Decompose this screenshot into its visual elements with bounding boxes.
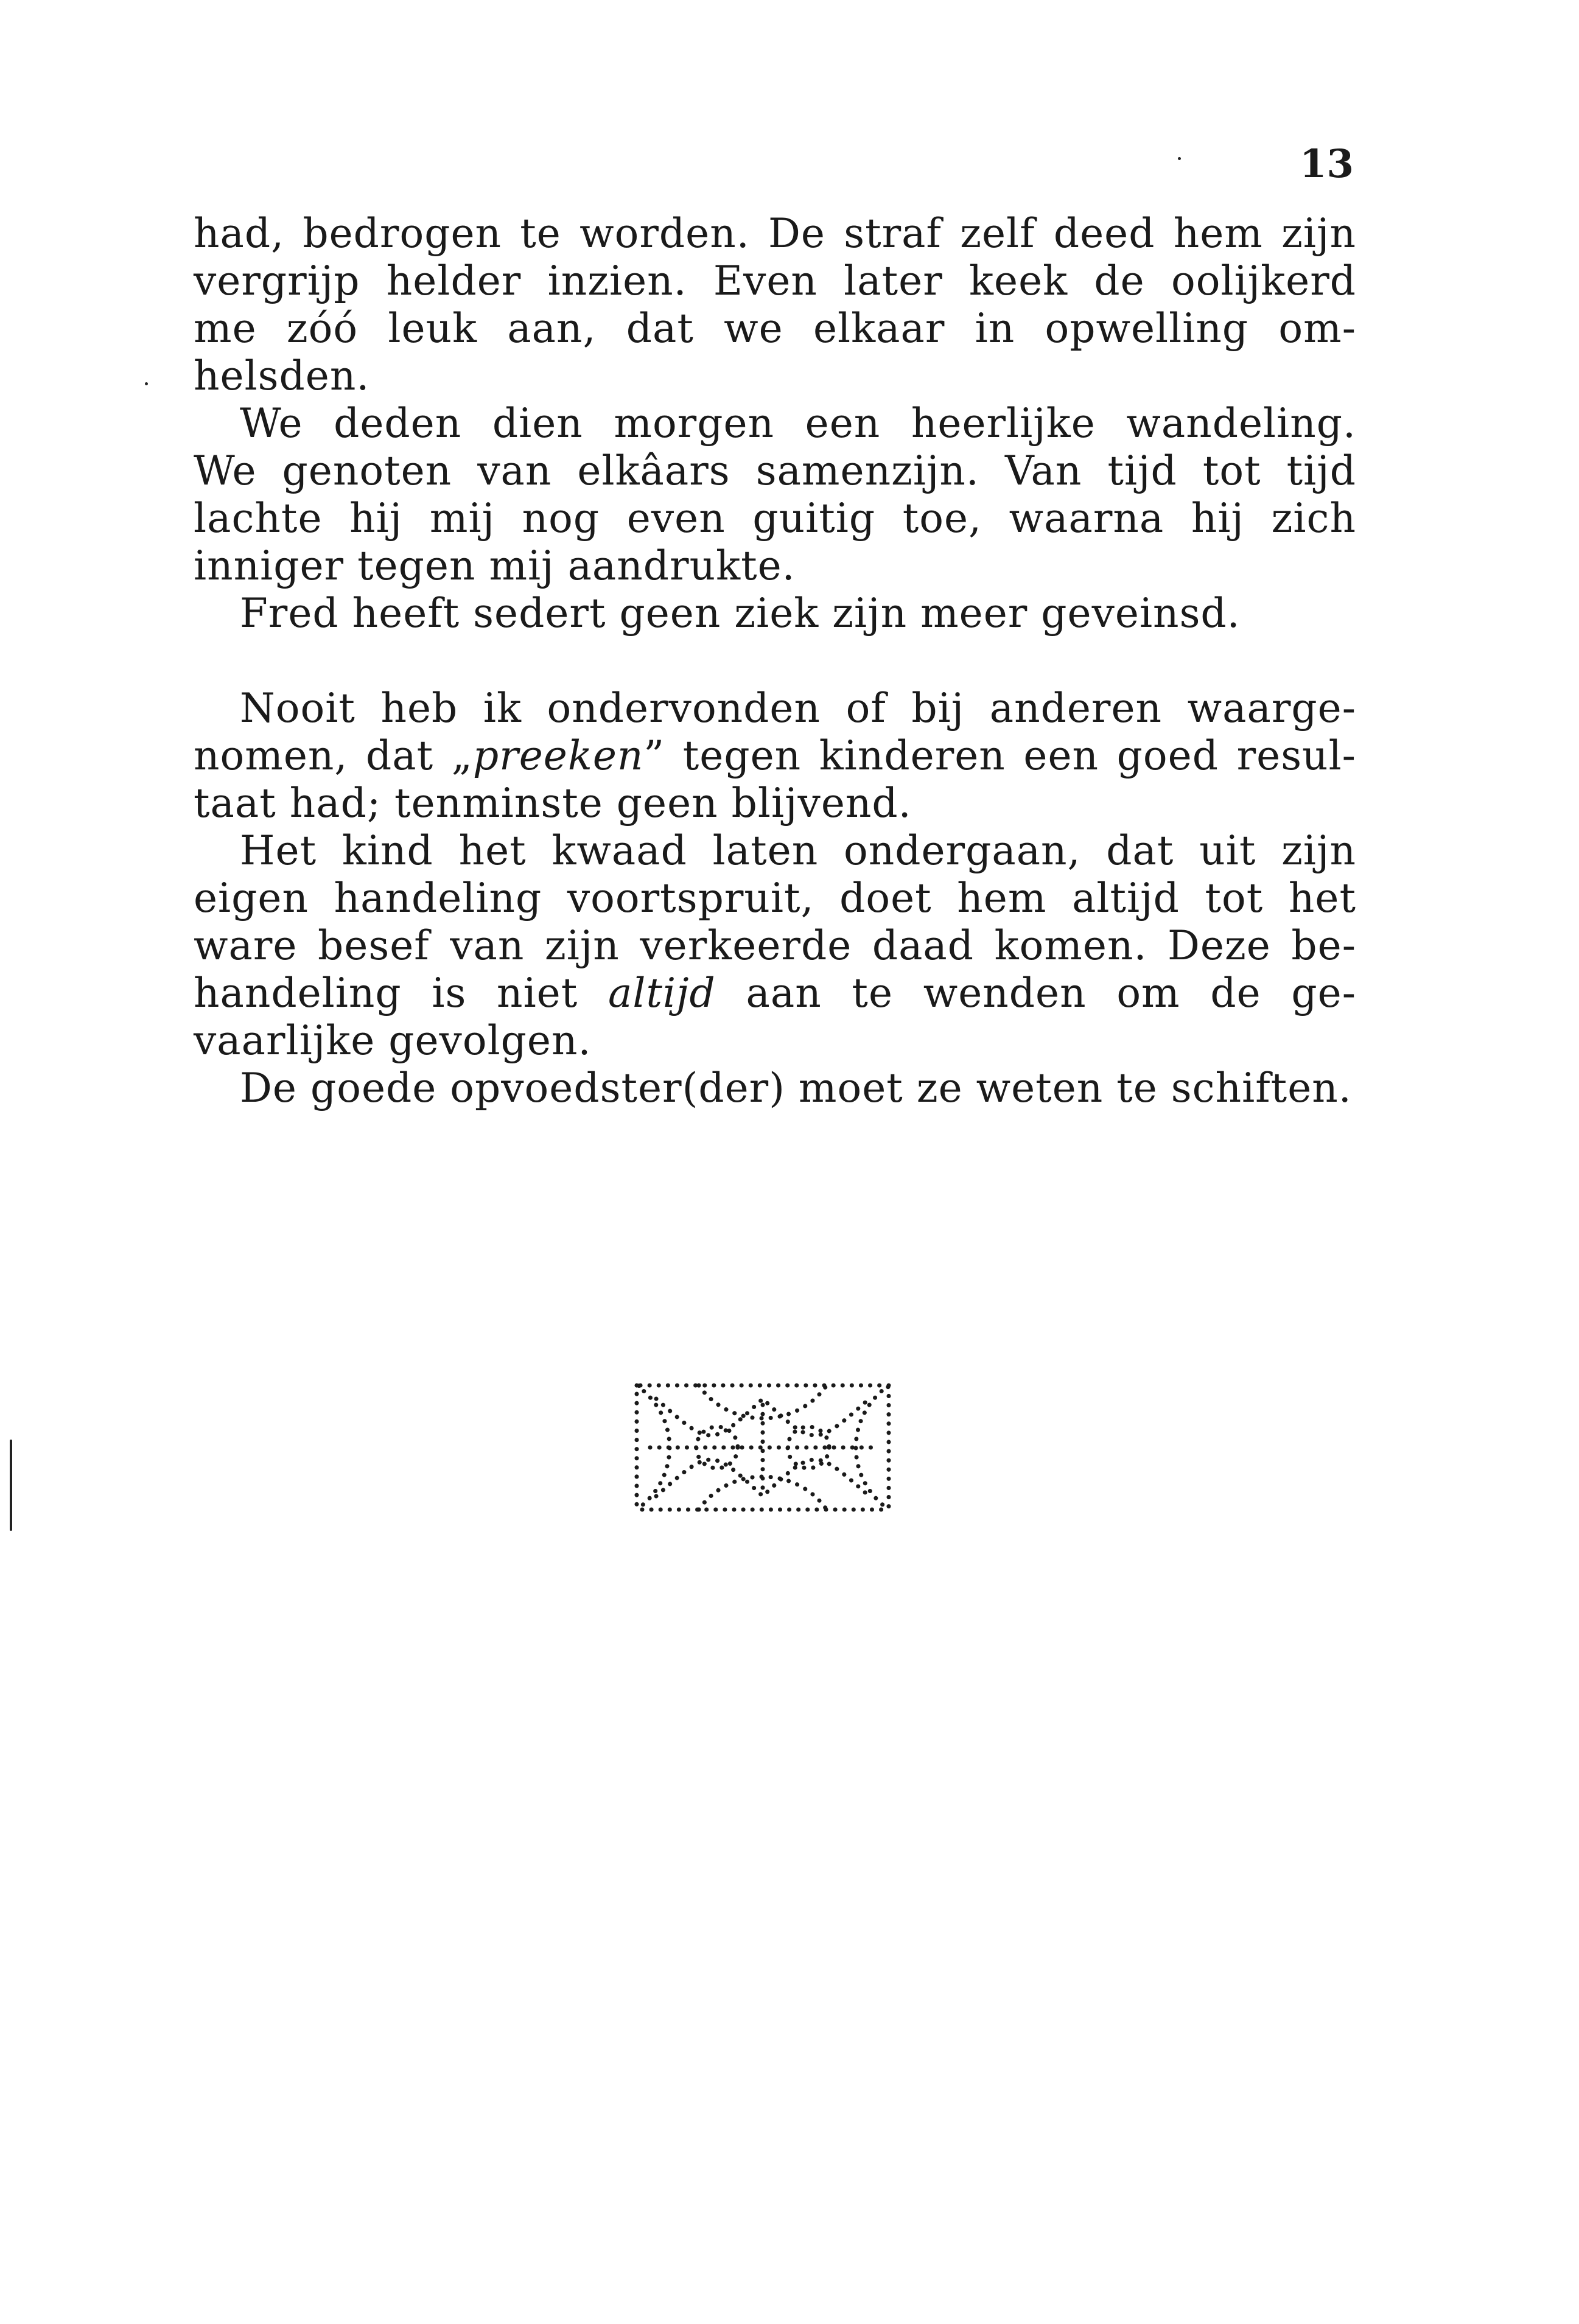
text-fragment: handeling is niet bbox=[194, 970, 608, 1017]
text-line: We deden dien morgen een heerlijke wandeling. bbox=[240, 400, 1356, 447]
text-line: helsden. bbox=[194, 352, 370, 399]
text-line bbox=[194, 970, 1356, 1017]
text-line: We genoten van elkâars samenzijn. Van tijd tot tijd bbox=[194, 447, 1356, 494]
text-line: me zóó leuk aan, dat we elkaar in opwelling om- bbox=[194, 305, 1356, 352]
text-fragment: ” tegen kinderen een goed resul- bbox=[643, 732, 1356, 779]
text-line bbox=[194, 732, 1356, 780]
paragraph bbox=[194, 590, 1356, 637]
text-line: Het kind het kwaad laten ondergaan, dat uit zijn bbox=[240, 827, 1356, 874]
text-block-lower bbox=[194, 685, 1356, 1112]
page-number: 13 bbox=[1299, 141, 1354, 187]
scan-mark bbox=[10, 1440, 12, 1531]
text-line: vaarlijke gevolgen. bbox=[194, 1017, 592, 1064]
text-line: taat had; tenminste geen blijvend. bbox=[194, 780, 912, 827]
paragraph bbox=[194, 210, 1356, 400]
emphasized-word: preeken bbox=[472, 732, 644, 779]
scan-speck bbox=[145, 382, 148, 385]
text-line: Fred heeft sedert geen ziek zijn meer geveinsd. bbox=[240, 590, 1241, 637]
text-line: inniger tegen mij aandrukte. bbox=[194, 542, 796, 589]
emphasized-word: altijd bbox=[607, 970, 716, 1017]
text-line: vergrijp helder inzien. Even later keek de oolijkerd bbox=[194, 257, 1356, 304]
text-fragment: aan te wenden om de ge- bbox=[715, 970, 1356, 1017]
paragraph bbox=[194, 827, 1356, 1065]
text-line: De goede opvoedster(der) moet ze weten te schiften. bbox=[240, 1065, 1352, 1111]
dotted-knot-ornament-icon bbox=[632, 1381, 894, 1514]
paragraph bbox=[194, 400, 1356, 590]
paragraph bbox=[194, 1065, 1356, 1112]
text-line: lachte hij mij nog even guitig toe, waarna hij zich bbox=[194, 495, 1356, 542]
text-block-upper bbox=[194, 210, 1356, 637]
paragraph bbox=[194, 685, 1356, 827]
text-line: eigen handeling voortspruit, doet hem altijd tot het bbox=[194, 875, 1356, 922]
text-fragment: nomen, dat „ bbox=[194, 732, 473, 779]
text-line: ware besef van zijn verkeerde daad komen. Deze be- bbox=[194, 922, 1356, 969]
text-line: had, bedrogen te worden. De straf zelf deed hem zijn bbox=[194, 210, 1356, 257]
scan-speck bbox=[1178, 157, 1181, 160]
text-line: Nooit heb ik ondervonden of bij anderen waarge- bbox=[240, 685, 1356, 732]
